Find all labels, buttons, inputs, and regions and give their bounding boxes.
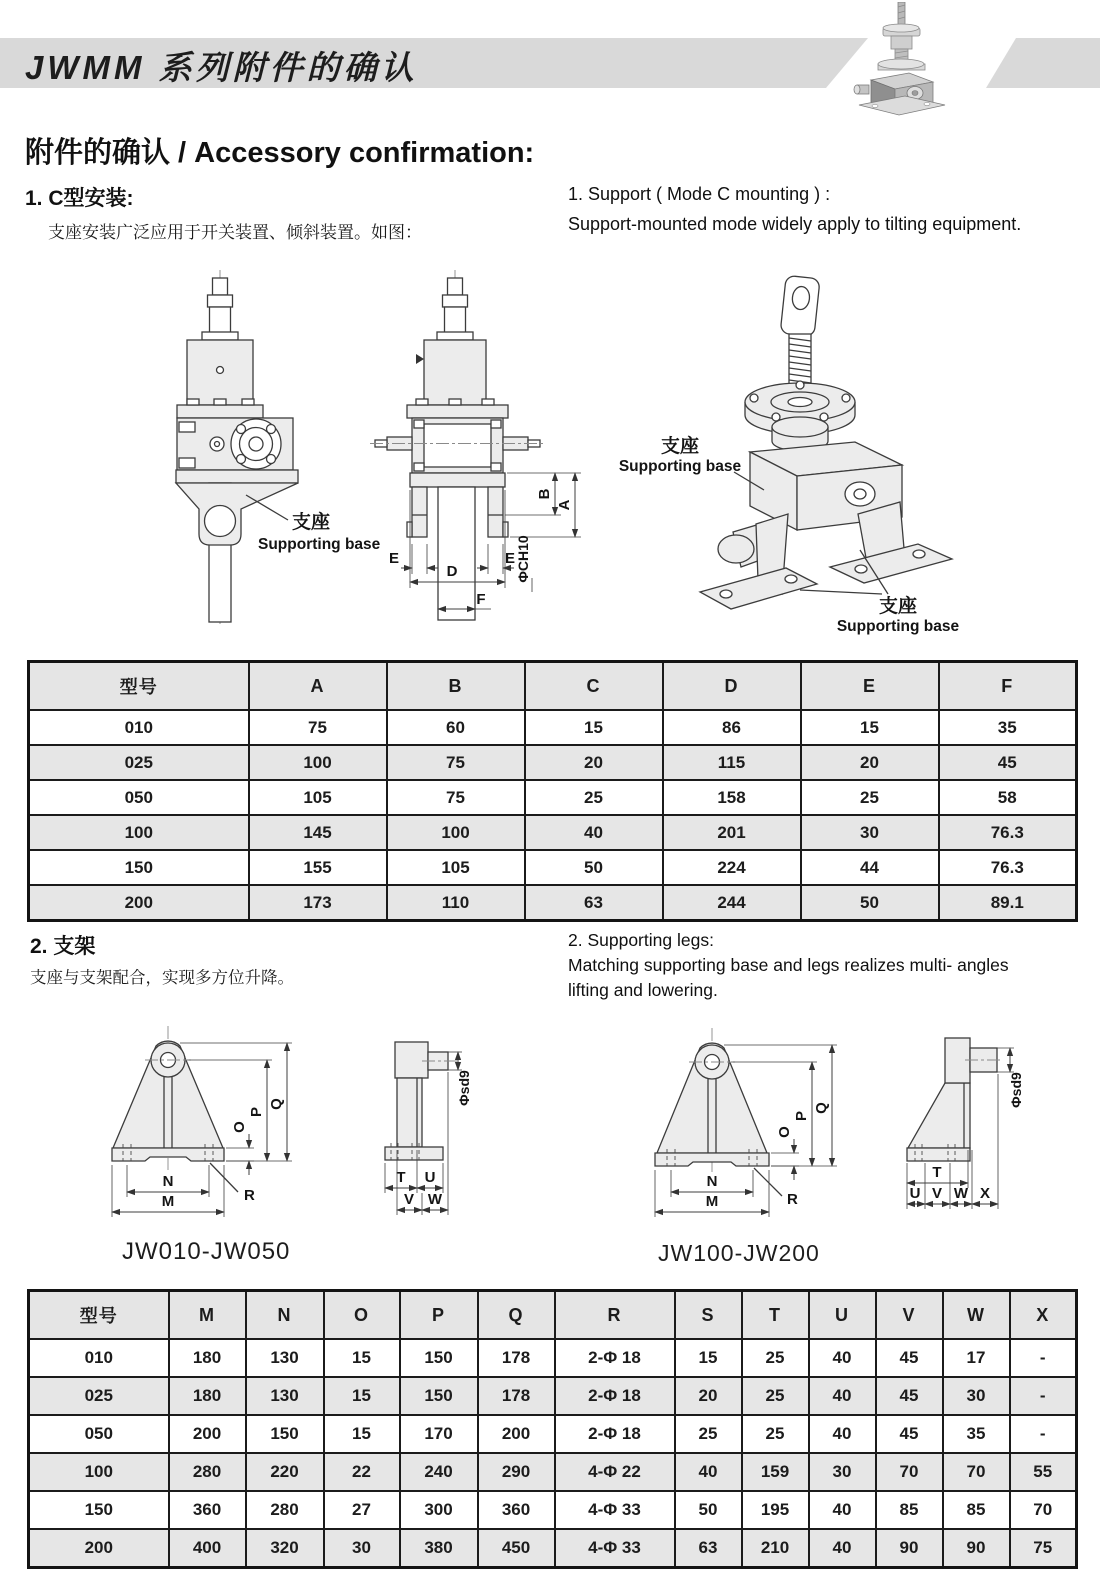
table-cell: 35 bbox=[939, 710, 1077, 745]
table-header-row bbox=[29, 662, 1077, 711]
table-cell: 201 bbox=[663, 815, 801, 850]
table-cell: 4-Φ 22 bbox=[555, 1453, 675, 1491]
table-cell: 76.3 bbox=[939, 850, 1077, 885]
iso-support2-label-zh: 支座 bbox=[878, 596, 918, 617]
table-cell: 145 bbox=[249, 815, 387, 850]
table-cell: 290 bbox=[478, 1453, 555, 1491]
table-row bbox=[29, 780, 1077, 815]
dim-label-m: M bbox=[161, 1193, 175, 1210]
table-cell: 85 bbox=[943, 1491, 1010, 1529]
column-header: E bbox=[801, 662, 939, 711]
dim-label-p: P bbox=[248, 1106, 265, 1118]
table-cell: 210 bbox=[742, 1529, 809, 1568]
table-cell: 15 bbox=[324, 1415, 400, 1453]
dim-label-d: D bbox=[446, 563, 458, 580]
table-cell: 105 bbox=[387, 850, 525, 885]
table-cell: 150 bbox=[29, 850, 249, 885]
table-cell: - bbox=[1010, 1377, 1077, 1415]
table-cell: 105 bbox=[249, 780, 387, 815]
table-cell: 20 bbox=[675, 1377, 742, 1415]
section2-desc-en-2: lifting and lowering. bbox=[568, 980, 718, 1000]
table-cell: 63 bbox=[525, 885, 663, 921]
table-cell: 025 bbox=[29, 745, 249, 780]
front-view-drawing bbox=[176, 270, 381, 624]
iso-support-label-zh: 支座 bbox=[660, 436, 700, 457]
table-cell: 400 bbox=[169, 1529, 246, 1568]
table-cell: 4-Φ 33 bbox=[555, 1491, 675, 1529]
table-cell: 110 bbox=[387, 885, 525, 921]
table-row bbox=[29, 1377, 1077, 1415]
dim-label-r: R bbox=[244, 1187, 255, 1204]
screw-jack-product-icon bbox=[845, 2, 965, 120]
table-row bbox=[29, 710, 1077, 745]
table-cell: 130 bbox=[246, 1339, 324, 1377]
dim-label-p2: P bbox=[793, 1110, 810, 1122]
iso-support2-label-en: Supporting base bbox=[836, 618, 960, 635]
column-header: R bbox=[555, 1291, 675, 1340]
dim-label-w: W bbox=[427, 1191, 443, 1208]
table-cell: - bbox=[1010, 1415, 1077, 1453]
bracket-small-side-view bbox=[385, 1042, 472, 1215]
table-cell: 40 bbox=[809, 1491, 876, 1529]
table-cell: - bbox=[1010, 1339, 1077, 1377]
table-cell: 360 bbox=[169, 1491, 246, 1529]
dim-label-e-right: E bbox=[504, 550, 516, 567]
dim-label-a: A bbox=[556, 499, 573, 511]
table1 bbox=[27, 660, 1078, 922]
dim-label-u: U bbox=[424, 1169, 436, 1186]
table-cell: 45 bbox=[876, 1415, 943, 1453]
table-cell: 40 bbox=[809, 1339, 876, 1377]
table-cell: 20 bbox=[801, 745, 939, 780]
column-header: 型号 bbox=[29, 662, 249, 711]
table-cell: 15 bbox=[324, 1339, 400, 1377]
table-cell: 30 bbox=[801, 815, 939, 850]
table2 bbox=[27, 1289, 1078, 1569]
table-cell: 58 bbox=[939, 780, 1077, 815]
table-cell: 2-Φ 18 bbox=[555, 1339, 675, 1377]
dim-label-r2: R bbox=[787, 1191, 798, 1208]
column-header: B bbox=[387, 662, 525, 711]
table-cell: 40 bbox=[809, 1529, 876, 1568]
table-cell: 130 bbox=[246, 1377, 324, 1415]
section1-title-en: 1. Support ( Mode C mounting ) : bbox=[568, 184, 831, 204]
column-header: W bbox=[943, 1291, 1010, 1340]
column-header: O bbox=[324, 1291, 400, 1340]
table-cell: 200 bbox=[29, 1529, 169, 1568]
table-cell: 280 bbox=[246, 1491, 324, 1529]
dim-label-v: V bbox=[403, 1191, 415, 1208]
section-heading: 附件的确认 / Accessory confirmation: bbox=[25, 137, 535, 169]
table-cell: 150 bbox=[29, 1491, 169, 1529]
table-cell: 25 bbox=[801, 780, 939, 815]
table-cell: 380 bbox=[400, 1529, 478, 1568]
table-cell: 89.1 bbox=[939, 885, 1077, 921]
table-cell: 100 bbox=[29, 1453, 169, 1491]
section1-desc-en: Support-mounted mode widely apply to tilting equipment. bbox=[568, 214, 1022, 234]
table-cell: 100 bbox=[387, 815, 525, 850]
column-header: F bbox=[939, 662, 1077, 711]
table-cell: 70 bbox=[943, 1453, 1010, 1491]
column-header: S bbox=[675, 1291, 742, 1340]
table-cell: 320 bbox=[246, 1529, 324, 1568]
table-cell: 75 bbox=[249, 710, 387, 745]
table-cell: 025 bbox=[29, 1377, 169, 1415]
table-cell: 050 bbox=[29, 1415, 169, 1453]
dim-label-q2: Q bbox=[813, 1102, 830, 1114]
table-cell: 010 bbox=[29, 710, 249, 745]
table-cell: 050 bbox=[29, 780, 249, 815]
table-cell: 224 bbox=[663, 850, 801, 885]
section2-title-zh: 2. 支架 bbox=[30, 935, 96, 958]
table-cell: 010 bbox=[29, 1339, 169, 1377]
table-cell: 155 bbox=[249, 850, 387, 885]
table-cell: 195 bbox=[742, 1491, 809, 1529]
table-cell: 75 bbox=[1010, 1529, 1077, 1568]
dim-label-t2: T bbox=[932, 1164, 942, 1181]
table-cell: 40 bbox=[809, 1415, 876, 1453]
table-cell: 76.3 bbox=[939, 815, 1077, 850]
table-cell: 100 bbox=[29, 815, 249, 850]
dim-label-o: O bbox=[231, 1121, 248, 1133]
table-cell: 180 bbox=[169, 1339, 246, 1377]
column-header: 型号 bbox=[29, 1291, 169, 1340]
bracket-small-front-view bbox=[112, 1026, 292, 1217]
table-cell: 20 bbox=[525, 745, 663, 780]
section2-desc-en-1: Matching supporting base and legs realizes multi- angles bbox=[568, 955, 1009, 975]
table-cell: 15 bbox=[675, 1339, 742, 1377]
table-cell: 50 bbox=[675, 1491, 742, 1529]
table-cell: 63 bbox=[675, 1529, 742, 1568]
table-cell: 25 bbox=[742, 1339, 809, 1377]
column-header: P bbox=[400, 1291, 478, 1340]
table-row bbox=[29, 885, 1077, 921]
table-cell: 30 bbox=[324, 1529, 400, 1568]
isometric-view-drawing bbox=[619, 275, 960, 635]
dim-label-sd9-2: Φsd9 bbox=[1008, 1072, 1024, 1108]
table-cell: 15 bbox=[801, 710, 939, 745]
table-cell: 4-Φ 33 bbox=[555, 1529, 675, 1568]
table-cell: 158 bbox=[663, 780, 801, 815]
header-band-right bbox=[986, 38, 1100, 88]
table-cell: 44 bbox=[801, 850, 939, 885]
dim-label-m2: M bbox=[705, 1193, 719, 1210]
table-cell: 60 bbox=[387, 710, 525, 745]
table-cell: 115 bbox=[663, 745, 801, 780]
table-cell: 178 bbox=[478, 1339, 555, 1377]
table-cell: 90 bbox=[876, 1529, 943, 1568]
table-cell: 45 bbox=[939, 745, 1077, 780]
table-cell: 35 bbox=[943, 1415, 1010, 1453]
table-cell: 55 bbox=[1010, 1453, 1077, 1491]
table-cell: 25 bbox=[675, 1415, 742, 1453]
section1-title-zh: 1. C型安装: bbox=[25, 187, 134, 210]
table-cell: 70 bbox=[876, 1453, 943, 1491]
column-header: A bbox=[249, 662, 387, 711]
iso-support-label-en: Supporting base bbox=[618, 458, 742, 475]
front-support-label-en: Supporting base bbox=[258, 536, 381, 553]
dim-label-ch10: ΦCH10 bbox=[515, 535, 531, 583]
table-cell: 30 bbox=[809, 1453, 876, 1491]
table-cell: 27 bbox=[324, 1491, 400, 1529]
column-header: X bbox=[1010, 1291, 1077, 1340]
column-header: U bbox=[809, 1291, 876, 1340]
caption-jw010-jw050: JW010-JW050 bbox=[122, 1238, 291, 1265]
table-cell: 17 bbox=[943, 1339, 1010, 1377]
table-cell: 45 bbox=[876, 1339, 943, 1377]
table-cell: 360 bbox=[478, 1491, 555, 1529]
table-cell: 150 bbox=[246, 1415, 324, 1453]
supporting-legs-dimension-table bbox=[27, 1289, 1075, 1569]
table-cell: 200 bbox=[29, 885, 249, 921]
column-header: D bbox=[663, 662, 801, 711]
dim-label-w2: W bbox=[953, 1185, 969, 1202]
table-cell: 200 bbox=[169, 1415, 246, 1453]
table-cell: 2-Φ 18 bbox=[555, 1377, 675, 1415]
table-cell: 200 bbox=[478, 1415, 555, 1453]
dim-label-v2: V bbox=[931, 1185, 943, 1202]
table-row bbox=[29, 1453, 1077, 1491]
table-cell: 75 bbox=[387, 780, 525, 815]
table-cell: 85 bbox=[876, 1491, 943, 1529]
dim-label-u2: U bbox=[909, 1185, 921, 1202]
dim-label-f: F bbox=[476, 591, 486, 608]
table-row bbox=[29, 1415, 1077, 1453]
bracket-large-front-view bbox=[655, 1028, 837, 1217]
table-cell: 40 bbox=[809, 1377, 876, 1415]
table-cell: 170 bbox=[400, 1415, 478, 1453]
table-cell: 15 bbox=[525, 710, 663, 745]
table-cell: 75 bbox=[387, 745, 525, 780]
table-row bbox=[29, 815, 1077, 850]
table-cell: 244 bbox=[663, 885, 801, 921]
table-cell: 50 bbox=[801, 885, 939, 921]
mode-c-dimension-table bbox=[27, 660, 1075, 922]
section1-desc-zh: 支座安装广泛应用于开关装置、倾斜装置。如图： bbox=[48, 223, 422, 242]
column-header: T bbox=[742, 1291, 809, 1340]
dim-label-n2: N bbox=[706, 1173, 718, 1190]
column-header: V bbox=[876, 1291, 943, 1340]
table-cell: 45 bbox=[876, 1377, 943, 1415]
supporting-legs-drawings bbox=[60, 1020, 1060, 1240]
table-cell: 100 bbox=[249, 745, 387, 780]
table-cell: 2-Φ 18 bbox=[555, 1415, 675, 1453]
table-cell: 70 bbox=[1010, 1491, 1077, 1529]
table-row bbox=[29, 850, 1077, 885]
section2-title-en: 2. Supporting legs: bbox=[568, 930, 714, 950]
dim-label-q: Q bbox=[268, 1098, 285, 1110]
table-cell: 178 bbox=[478, 1377, 555, 1415]
table-cell: 25 bbox=[525, 780, 663, 815]
table-cell: 15 bbox=[324, 1377, 400, 1415]
table-cell: 240 bbox=[400, 1453, 478, 1491]
table-cell: 173 bbox=[249, 885, 387, 921]
side-view-drawing bbox=[370, 270, 581, 622]
table-cell: 450 bbox=[478, 1529, 555, 1568]
dim-label-b: B bbox=[536, 488, 553, 500]
table-row bbox=[29, 745, 1077, 780]
table-cell: 150 bbox=[400, 1339, 478, 1377]
column-header: N bbox=[246, 1291, 324, 1340]
table-row bbox=[29, 1529, 1077, 1568]
table-cell: 159 bbox=[742, 1453, 809, 1491]
dim-label-o2: O bbox=[776, 1126, 793, 1138]
table-row bbox=[29, 1339, 1077, 1377]
table-cell: 90 bbox=[943, 1529, 1010, 1568]
dim-label-n: N bbox=[162, 1173, 174, 1190]
table-cell: 150 bbox=[400, 1377, 478, 1415]
front-support-label-zh: 支座 bbox=[292, 512, 331, 533]
column-header: C bbox=[525, 662, 663, 711]
table-cell: 300 bbox=[400, 1491, 478, 1529]
dim-label-x: X bbox=[979, 1185, 991, 1202]
table-cell: 30 bbox=[943, 1377, 1010, 1415]
column-header: M bbox=[169, 1291, 246, 1340]
table-row bbox=[29, 1491, 1077, 1529]
section2-desc-zh: 支座与支架配合，实现多方位升降。 bbox=[30, 969, 294, 987]
dim-label-t: T bbox=[396, 1169, 406, 1186]
table-cell: 280 bbox=[169, 1453, 246, 1491]
dim-label-sd9: Φsd9 bbox=[456, 1070, 472, 1106]
table-cell: 25 bbox=[742, 1415, 809, 1453]
table-cell: 180 bbox=[169, 1377, 246, 1415]
table-cell: 25 bbox=[742, 1377, 809, 1415]
column-header: Q bbox=[478, 1291, 555, 1340]
caption-jw100-jw200: JW100-JW200 bbox=[658, 1240, 820, 1266]
table-cell: 220 bbox=[246, 1453, 324, 1491]
table-cell: 22 bbox=[324, 1453, 400, 1491]
page-title: JWMM 系列附件的确认 bbox=[25, 49, 418, 86]
table-cell: 40 bbox=[525, 815, 663, 850]
table-header-row bbox=[29, 1291, 1077, 1340]
table-cell: 50 bbox=[525, 850, 663, 885]
bracket-large-side-view bbox=[907, 1038, 1024, 1209]
dim-label-e-left: E bbox=[388, 550, 400, 567]
table-cell: 86 bbox=[663, 710, 801, 745]
table-cell: 40 bbox=[675, 1453, 742, 1491]
mode-c-mounting-drawings bbox=[60, 262, 1060, 654]
